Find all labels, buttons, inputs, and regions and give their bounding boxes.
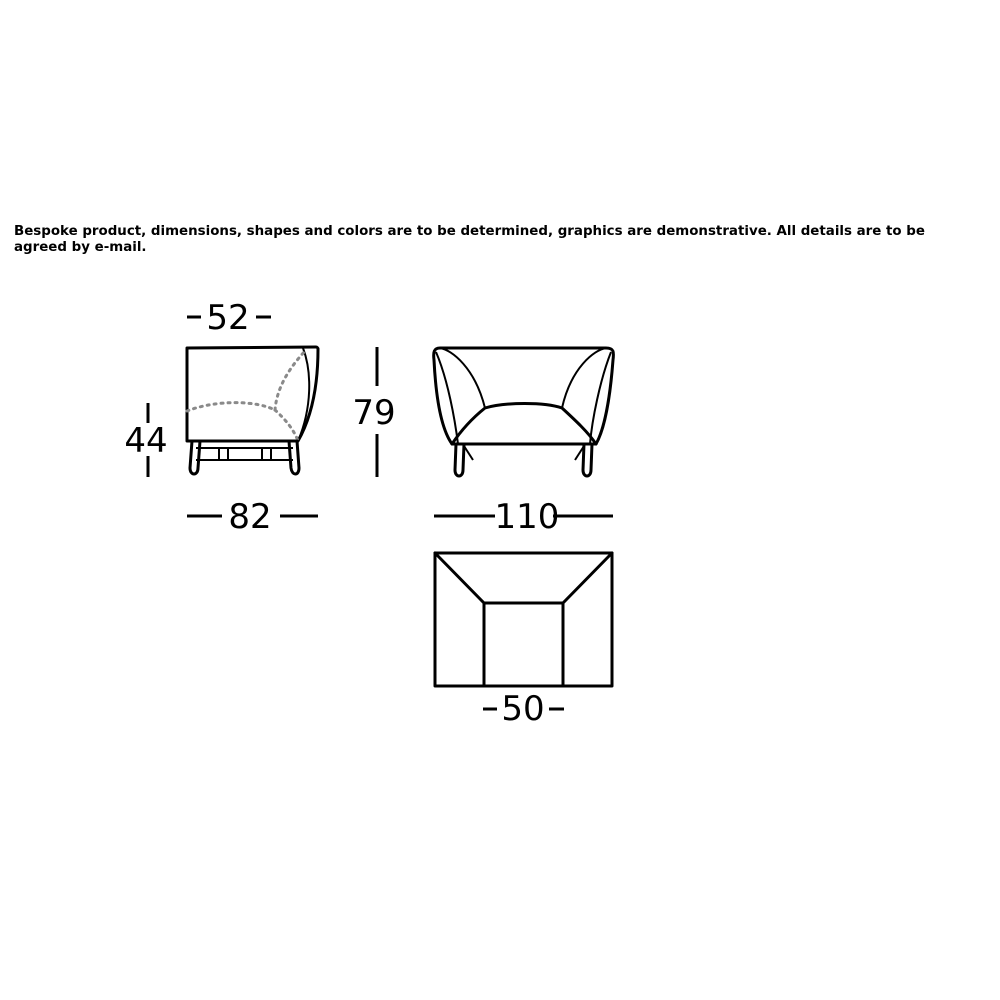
front-left-arm-outer xyxy=(436,352,458,444)
side-base-block-right xyxy=(262,448,271,460)
front-view xyxy=(434,348,614,537)
dim-label-side-top: 52 xyxy=(206,298,250,338)
side-leg-back xyxy=(289,441,299,474)
front-height-dimension xyxy=(352,347,395,477)
top-right-diagonal xyxy=(563,553,612,603)
side-back-dotted-line xyxy=(275,350,306,410)
dim-label-side-seat-height: 44 xyxy=(124,421,168,461)
top-left-diagonal xyxy=(435,553,484,603)
front-seat-cushion xyxy=(452,404,596,445)
front-left-arm-inner xyxy=(440,348,485,408)
front-leg-right xyxy=(583,444,592,476)
dim-label-front-height: 79 xyxy=(352,393,396,433)
dim-label-top-bottom: 50 xyxy=(501,689,545,729)
side-seat-dotted-line xyxy=(187,403,275,411)
top-view xyxy=(435,553,612,729)
front-right-arm-inner xyxy=(562,348,606,408)
side-body-outline xyxy=(187,347,318,441)
side-arm-dotted-line xyxy=(275,410,298,441)
dim-label-side-bottom: 82 xyxy=(228,497,272,537)
front-body-outline xyxy=(434,348,614,444)
front-leg-left xyxy=(455,444,464,476)
top-outer-outline xyxy=(435,553,612,686)
side-leg-front xyxy=(190,441,200,474)
top-seat-outline xyxy=(484,603,563,686)
disclaimer-note: Bespoke product, dimensions, shapes and colors are to be determined, graphics are demonstrative. All details are to be agreed by e-mail. xyxy=(14,224,925,255)
dim-label-front-bottom: 110 xyxy=(494,497,560,537)
side-view xyxy=(124,298,318,537)
side-base-block-left xyxy=(219,448,228,460)
side-back-curve xyxy=(298,348,309,441)
front-leg-brace-left xyxy=(464,446,473,460)
